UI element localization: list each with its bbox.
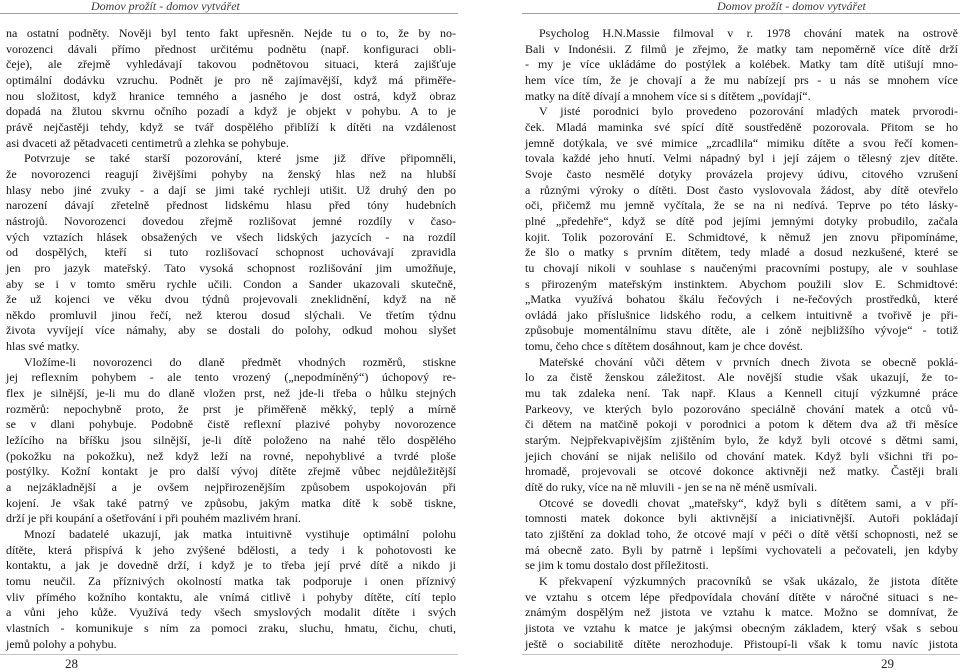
text-line: a nejzákladnější a je ovšem nejpřirozenějším způsobem uspokojován při bbox=[6, 480, 456, 495]
text-line: rozměrů: nepochybně proto, že prst je přiměřeně měkký, teplý a mírně bbox=[6, 401, 456, 416]
text-line: matky na dítě dívají a mnohem více si s dítětem „povídají“. bbox=[525, 88, 811, 103]
paragraph bbox=[6, 151, 456, 355]
text-line: nástrojů. Novorozenci dovedou zřejmě rozlišovat jemné rozdíly v časo- bbox=[6, 213, 456, 228]
text-line: jemně dotýkala, ve své mimice „zrcadlila“ mimiku dítěte a svou řečí komen- bbox=[525, 135, 958, 150]
text-line: jistota ve vztahu k matce je jakýmsi obecným základem, který však s sebou bbox=[525, 620, 958, 635]
text-line: že novorozenci reagují živějšími pohyby na ženský hlas než na hlubší bbox=[6, 166, 456, 181]
text-line: dopadá na žlutou skvrnu očního pozadí a když je objekt v pohybu. A to je bbox=[6, 104, 456, 119]
text-line: vliv přímého kožního kontaktu, ale vnímá citlivě i pohyby dítěte, cítí teplo bbox=[6, 589, 456, 604]
text-line: ještě o sociabilitě dítěte nerozhoduje. Přistoupí-li však k tomu navíc jistota bbox=[525, 636, 958, 651]
text-line: dítě do ruky, více na ně mluvili - jen se na ně méně usmívali. bbox=[525, 480, 818, 495]
text-line: postýlky. Kožní kontakt je pro další vývoj dítěte zřejmě vůbec nejdůležitější bbox=[6, 464, 456, 479]
text-line: hlasy nebo jiné zvuky - a dají se jimi také rychleji utišit. Už druhý den po bbox=[6, 182, 456, 197]
text-line: flex je silnější, je-li mu do dlaně vložen prst, než jde-li třeba o hůlku stejných bbox=[6, 386, 456, 401]
text-line: či dětem na matčině pokoji v porodnici a potom k dětem dva až tři měsíce bbox=[525, 417, 958, 432]
text-line: se jim k tomu dostalo dost příležitosti. bbox=[525, 558, 709, 573]
page-right-text bbox=[525, 26, 958, 652]
running-header: Domov prožít - domov vytvářet bbox=[717, 0, 866, 13]
text-line: tu chovají nikoli v souhlase s naučenými pracovními postupy, ale v souhlase bbox=[525, 260, 958, 275]
running-header: Domov prožít - domov vytvářet bbox=[91, 0, 240, 13]
text-line: tovala každé jeho hnutí. Velmi nápadný byl i její zájem o tělesný zjev dítěte. bbox=[525, 151, 958, 166]
text-line: Psycholog H.N.Massie filmoval v r. 1978 chování matek na ostrově bbox=[539, 26, 958, 40]
text-line: jen pro jazyk mateřský. Tato vysoká schopnost rozlišování jim umožňuje, bbox=[6, 260, 456, 275]
text-line: Bali v Indonésii. Z filmů je zřejmo, že matky tam nepoměrně více dítě drží bbox=[525, 41, 958, 56]
text-line: Otcové se dovedli chovat „mateřsky“, když byli s dítětem sami, a v pří- bbox=[539, 495, 958, 510]
text-line: drží je při koupání a ošetřování i při pouhém mazlivém hraní. bbox=[6, 511, 301, 526]
page-number: 28 bbox=[65, 656, 78, 671]
paragraph bbox=[525, 104, 958, 355]
text-line: hlas své matky. bbox=[6, 339, 80, 354]
text-line: tomu neučil. Za příznivých okolností matka tak podporuje i onen příznivý bbox=[6, 573, 456, 588]
text-line: Mnozí badatelé ukazují, jak matka intuitivně vystihuje optimální polohu bbox=[24, 527, 456, 541]
paragraph bbox=[6, 26, 456, 151]
page-left-text bbox=[6, 26, 456, 652]
text-line: a vůni jeho kůže. Využívá tedy všech smyslových modalit dítěte i svých bbox=[6, 605, 456, 620]
paragraph bbox=[525, 26, 958, 104]
text-line: známým dospělým než jistota ve vztahu k matce. Možno se domnívat, že bbox=[525, 605, 958, 620]
text-line: s přirozeným mateřským instinktem. Abychom použili slov E. Schmidtové: bbox=[525, 276, 958, 291]
page-number: 29 bbox=[881, 656, 894, 671]
text-line: - my je více ukládáme do postýlek a kolébek. Matky tam dítě utišují mno- bbox=[525, 57, 958, 72]
text-line: tato zjištění za doklad toho, že otcové mají v péči o dítě větší schopnosti, než se bbox=[525, 527, 958, 541]
text-line: a různými výroky o dítěti. Dost často vyslovovala žádost, aby dítě otevřelo bbox=[525, 182, 958, 197]
text-line: Potvrzuje se také starší pozorování, které jsme již dříve připomněli, bbox=[24, 151, 456, 166]
text-line: kojit. Tolik pozorování E. Schmidtové, k němuž jen znovu připomínáme, bbox=[525, 229, 958, 244]
text-line: asi dvaceti až pětadvaceti centimetrů a zlehka se pohybuje. bbox=[6, 135, 289, 150]
paragraph bbox=[6, 527, 456, 652]
text-line: ovládá jako příslušnice lidského rodu, a celkem intuitivně a tvořivě je při- bbox=[525, 307, 958, 322]
paragraph bbox=[525, 496, 958, 574]
text-line: Vložíme-li novorozenci do dlaně předmět vhodných rozměrů, stiskne bbox=[24, 354, 456, 369]
text-line: ležícího na bříšku jsou silnější, je-li dítě položeno na nahé tělo dospělého bbox=[6, 433, 456, 448]
text-line: života vyvíjejí více námahy, aby se dostali do polohy, odkud mohou slyšet bbox=[6, 323, 456, 338]
text-line: narození dávají zřetelně přednost lidskému hlasu před tóny hudebních bbox=[6, 198, 456, 213]
text-line: má obecně zato. Byli by patrně i lepšími vychovateli a pečovateli, jen kdyby bbox=[525, 542, 958, 557]
header-rule bbox=[0, 13, 458, 14]
text-line: Parkeovy, ve kterých bylo pozorováno speciálně chování matek a otců vů- bbox=[525, 401, 958, 416]
footer-rule bbox=[522, 654, 960, 655]
text-line: dítěte, která přispívá k jeho zvýšené bdělosti, a tedy i k pohotovosti ke bbox=[6, 542, 456, 557]
text-line: lo za čistě ženskou záležitost. Ale novější studie však ukazují, že to- bbox=[525, 370, 958, 385]
paragraph bbox=[525, 355, 958, 496]
text-line: čeje), ale zřejmě vyhledávají takovou podnětovou situaci, která zajišťuje bbox=[6, 57, 456, 72]
text-line: tomu, čeho chce s dítětem dosáhnout, kam je chce dovést. bbox=[525, 339, 803, 354]
text-line: starým. Nejpřekvapivějším zjištěním bylo, že když byli otcové s dětmi sami, bbox=[525, 433, 958, 448]
text-line: mu tak zdaleka není. Tak např. Klaus a Kennell citují výzkumné práce bbox=[525, 386, 958, 401]
text-line: kontaktu, a jak je dovedně drží, i když je to třeba její prvé dítě a nikdo ji bbox=[6, 558, 456, 573]
text-line: nou složitost, když hranice temného a jasného je dost ostrá, když obraz bbox=[6, 88, 456, 103]
text-line: (pokožku na pokožku), než když leží na rovné, nepohyblivé a tvrdé ploše bbox=[6, 448, 456, 463]
footer-rule bbox=[0, 654, 458, 655]
text-line: oči, přičemž mu jemně vyčítala, že se na ni nedívá. Teprve po této lásky- bbox=[525, 198, 958, 213]
text-line: na ostatní podněty. Nověji byl tento fakt upřesněn. Nejde tu o to, že by no- bbox=[6, 26, 456, 40]
text-line: K překvapení výzkumných pracovníků se však ukázalo, že jistota dítěte bbox=[539, 573, 958, 588]
text-line: vých vztazích hlásek obsažených ve všech lidských jazycích - na rozdíl bbox=[6, 229, 456, 244]
text-line: Svoje často nesmělé dotyky provázela projevy údivu, citového vzrušení bbox=[525, 166, 958, 181]
text-line: ček. Mladá maminka své spící dítě soustředěně pozorovala. Přitom se ho bbox=[525, 119, 958, 134]
text-line: od dospělých, kteří si tuto rozlišovací schopnost uchovávají zpravidla bbox=[6, 245, 456, 260]
text-line: kojení. Je však také patrný ve způsobu, jakým matka dítě k sobě tiskne, bbox=[6, 495, 456, 510]
text-line: aby se i v tomto směru rychle učili. Condon a Sander ukazovali skutečně, bbox=[6, 276, 456, 291]
text-line: že šlo o matky s prvním dítětem, tedy mladé a dosud nezkušené, které se bbox=[525, 245, 958, 260]
text-line: někdo promluvil jinou řečí, než kterou dosud slýchali. Ve třetím týdnu bbox=[6, 307, 456, 322]
text-line: že už kojenci ve věku dvou týdnů projevovali zneklidnění, když na ně bbox=[6, 292, 456, 307]
text-line: tomnosti matek dokonce byli aktivnější a iniciativnější. Autoři pokládají bbox=[525, 511, 958, 526]
text-line: ve vztahu s otcem lépe předpovídala chování dítěte v náročné situaci s ne- bbox=[525, 589, 958, 604]
text-line: hromadě, projevovali se otcové dokonce aktivněji než matky. Častěji brali bbox=[525, 464, 958, 479]
text-line: V jisté porodnici bylo provedeno pozorování mladých matek prvorodi- bbox=[539, 104, 958, 119]
text-line: se v dlani pohybuje. Podobně čistě reflexní plazivé pohyby novorozence bbox=[6, 417, 456, 432]
text-line: plné „předehře“, když se dítě pod jejími jemnými dotyky probudilo, začala bbox=[525, 213, 958, 228]
text-line: jej reflexním pohybem - ale tento vrozený („nepodmíněný“) úchopový re- bbox=[6, 370, 456, 385]
paragraph bbox=[525, 574, 958, 652]
text-line: právě nejčastěji tehdy, když se tvář dospělého přiblíží k dítěti na vzdálenost bbox=[6, 119, 456, 134]
text-line: Mateřské chování vůči dětem v prvních dnech života se obecně poklá- bbox=[539, 354, 958, 369]
text-line: optimální dodávku vzruchu. Podnět je pro ně zajímavější, když má přiměře- bbox=[6, 72, 456, 87]
text-line: způsobuje momentálnímu stavu dítěte, ale i zóně nejbližšího vývoje“ - totiž bbox=[525, 323, 958, 338]
text-line: hem více tím, že je chovají a že mu nabízejí prs - u nás se mnohem více bbox=[525, 72, 958, 87]
text-line: „Matka využívá bohatou škálu řečových i ne-řečových prostředků, které bbox=[525, 292, 958, 307]
text-line: jejich chování se nijak nelišilo od chování matek. Když byli všichni tři po- bbox=[525, 448, 958, 463]
text-line: vorozenci dávali přímo přednost určitému podnětu (např. konfiguraci obli- bbox=[6, 41, 456, 56]
header-rule bbox=[522, 13, 960, 14]
text-line: jemů polohy a pohybu. bbox=[6, 636, 117, 651]
text-line: vlastních - komunikuje s ním za pomoci zraku, sluchu, hmatu, čichu, chuti, bbox=[6, 620, 456, 635]
paragraph bbox=[6, 355, 456, 527]
